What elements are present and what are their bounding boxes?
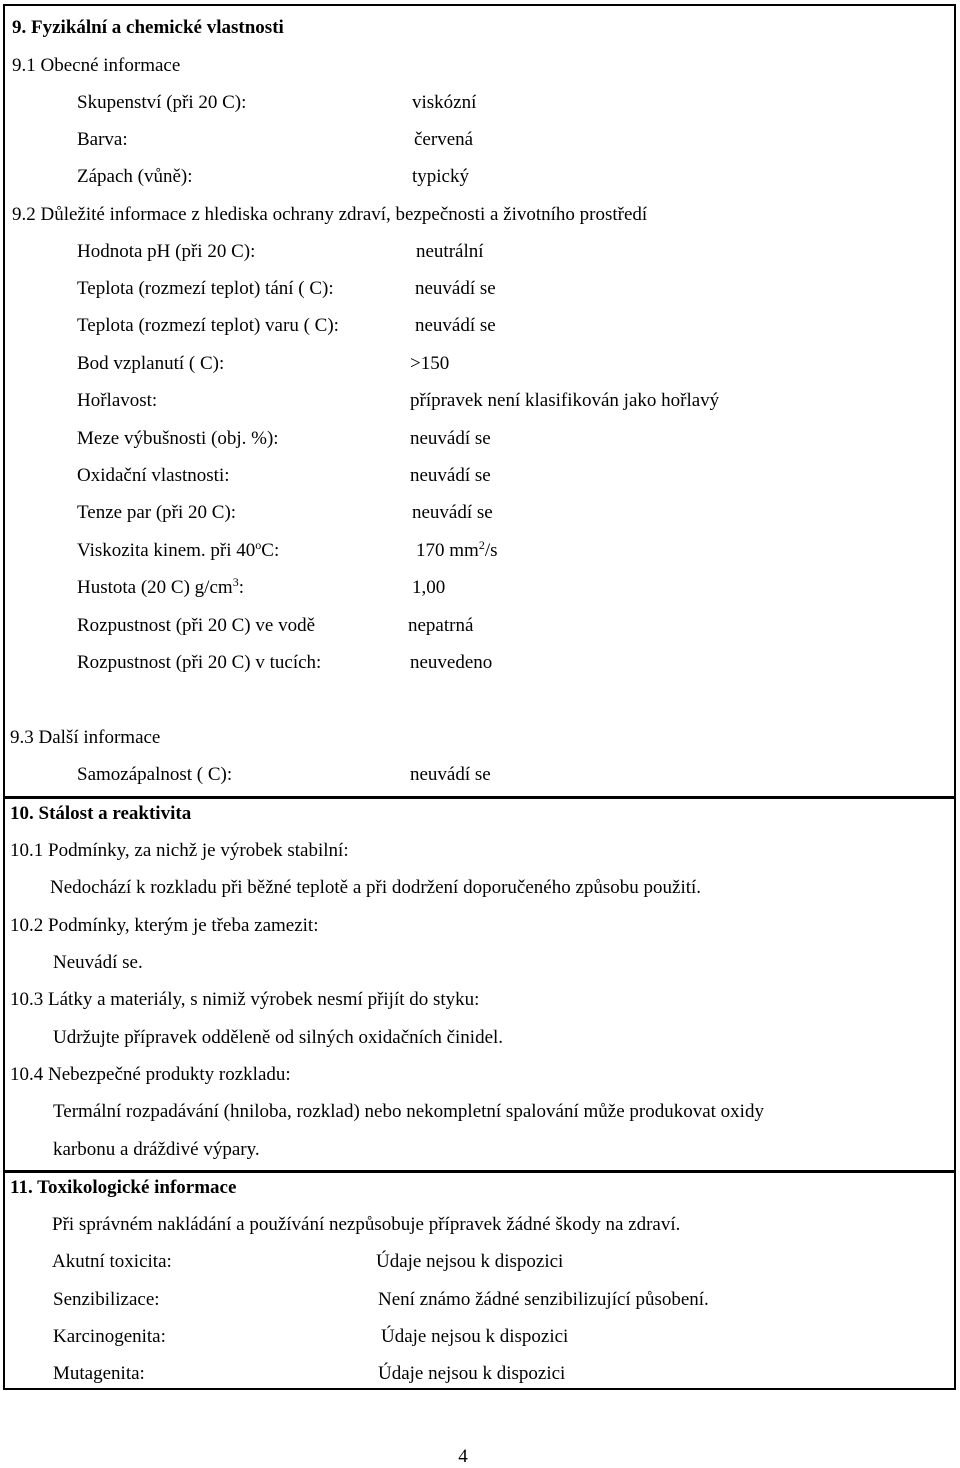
subsection-10-4-title: 10.4 Nebezpečné produkty rozkladu:	[10, 1064, 291, 1085]
property-value: viskózní	[412, 92, 477, 113]
viscosity-value: 170 $mm^2/s$	[416, 538, 498, 561]
subsection-10-4-text-cont: karbonu a dráždivé výpary.	[53, 1139, 260, 1160]
subsection-10-2-title: 10.2 Podmínky, kterým je třeba zamezit:	[10, 915, 319, 936]
section-11-heading: 11. Toxikologické informace	[10, 1177, 237, 1198]
property-value: přípravek není klasifikován jako hořlavý	[410, 390, 720, 411]
subsection-10-3-title: 10.3 Látky a materiály, s nimiž výrobek nesmí přijít do styku:	[10, 989, 480, 1010]
property-label: Barva:	[77, 129, 128, 150]
property-value: neuvedeno	[410, 652, 493, 673]
section-11-intro: Při správném nakládání a používání nezpůsobuje přípravek žádné škody na zdraví.	[52, 1214, 681, 1235]
property-label: Tenze par (při 20 C):	[77, 502, 237, 523]
property-value: neuvádí se	[415, 278, 496, 299]
property-label: Meze výbušnosti (obj. %):	[77, 428, 279, 449]
property-label: Bod vzplanutí ( C):	[77, 353, 225, 374]
section-10-heading: 10. Stálost a reaktivita	[10, 803, 192, 824]
property-value: neuvádí se	[410, 465, 491, 486]
subsection-10-2-text: Neuvádí se.	[53, 952, 143, 973]
property-label: Samozápalnost ( C):	[77, 764, 233, 785]
property-label: Hořlavost:	[77, 390, 158, 411]
density-label: Hustota (20 C) $g/cm^3$:	[77, 575, 244, 598]
tox-label: Mutagenita:	[53, 1363, 145, 1384]
property-label: Zápach (vůně):	[77, 166, 193, 187]
property-value: neuvádí se	[412, 502, 493, 523]
subsection-9-3-title: 9.3 Další informace	[10, 727, 161, 748]
property-value: nepatrná	[408, 615, 474, 636]
subsection-10-3-text: Udržujte přípravek odděleně od silných oxidačních činidel.	[53, 1027, 504, 1048]
tox-value: Není známo žádné senzibilizující působení.	[378, 1289, 709, 1310]
subsection-10-1-text: Nedochází k rozkladu při běžné teplotě a při dodržení doporučeného způsobu použití.	[50, 877, 702, 898]
viscosity-label: Viskozita kinem. při 40$^o$C:	[77, 538, 280, 561]
tox-label: Akutní toxicita:	[52, 1251, 172, 1272]
property-label: Oxidační vlastnosti:	[77, 465, 230, 486]
property-value: červená	[414, 129, 474, 150]
property-label: Rozpustnost (při 20 C) v tucích:	[77, 652, 322, 673]
tox-label: Senzibilizace:	[53, 1289, 160, 1310]
subsection-9-1-title: 9.1 Obecné informace	[12, 55, 181, 76]
subsection-10-4-text: Termální rozpadávání (hniloba, rozklad) nebo nekompletní spalování může produkovat oxidy	[53, 1101, 764, 1122]
subsection-10-1-title: 10.1 Podmínky, za nichž je výrobek stabilní:	[10, 840, 349, 861]
property-value: neuvádí se	[410, 764, 491, 785]
tox-value: Údaje nejsou k dispozici	[381, 1326, 569, 1347]
property-value: neuvádí se	[410, 428, 491, 449]
property-value: >150	[410, 353, 450, 374]
subsection-9-2-title: 9.2 Důležité informace z hlediska ochrany zdraví, bezpečnosti a životního prostředí	[12, 204, 648, 225]
page-number: 4	[458, 1446, 468, 1467]
property-label: Teplota (rozmezí teplot) tání ( C):	[77, 278, 334, 299]
property-value: typický	[412, 166, 469, 187]
property-value: neutrální	[416, 241, 484, 262]
density-value: 1,00	[412, 577, 446, 598]
section-11-box	[3, 1171, 956, 1390]
tox-value: Údaje nejsou k dispozici	[378, 1363, 566, 1384]
section-9-heading: 9. Fyzikální a chemické vlastnosti	[12, 17, 284, 38]
tox-value: Údaje nejsou k dispozici	[376, 1251, 564, 1272]
property-label: Hodnota pH (při 20 C):	[77, 241, 256, 262]
property-label: Skupenství (při 20 C):	[77, 92, 247, 113]
property-label: Rozpustnost (při 20 C) ve vodě	[77, 615, 316, 636]
property-label: Teplota (rozmezí teplot) varu ( C):	[77, 315, 339, 336]
tox-label: Karcinogenita:	[53, 1326, 166, 1347]
property-value: neuvádí se	[415, 315, 496, 336]
